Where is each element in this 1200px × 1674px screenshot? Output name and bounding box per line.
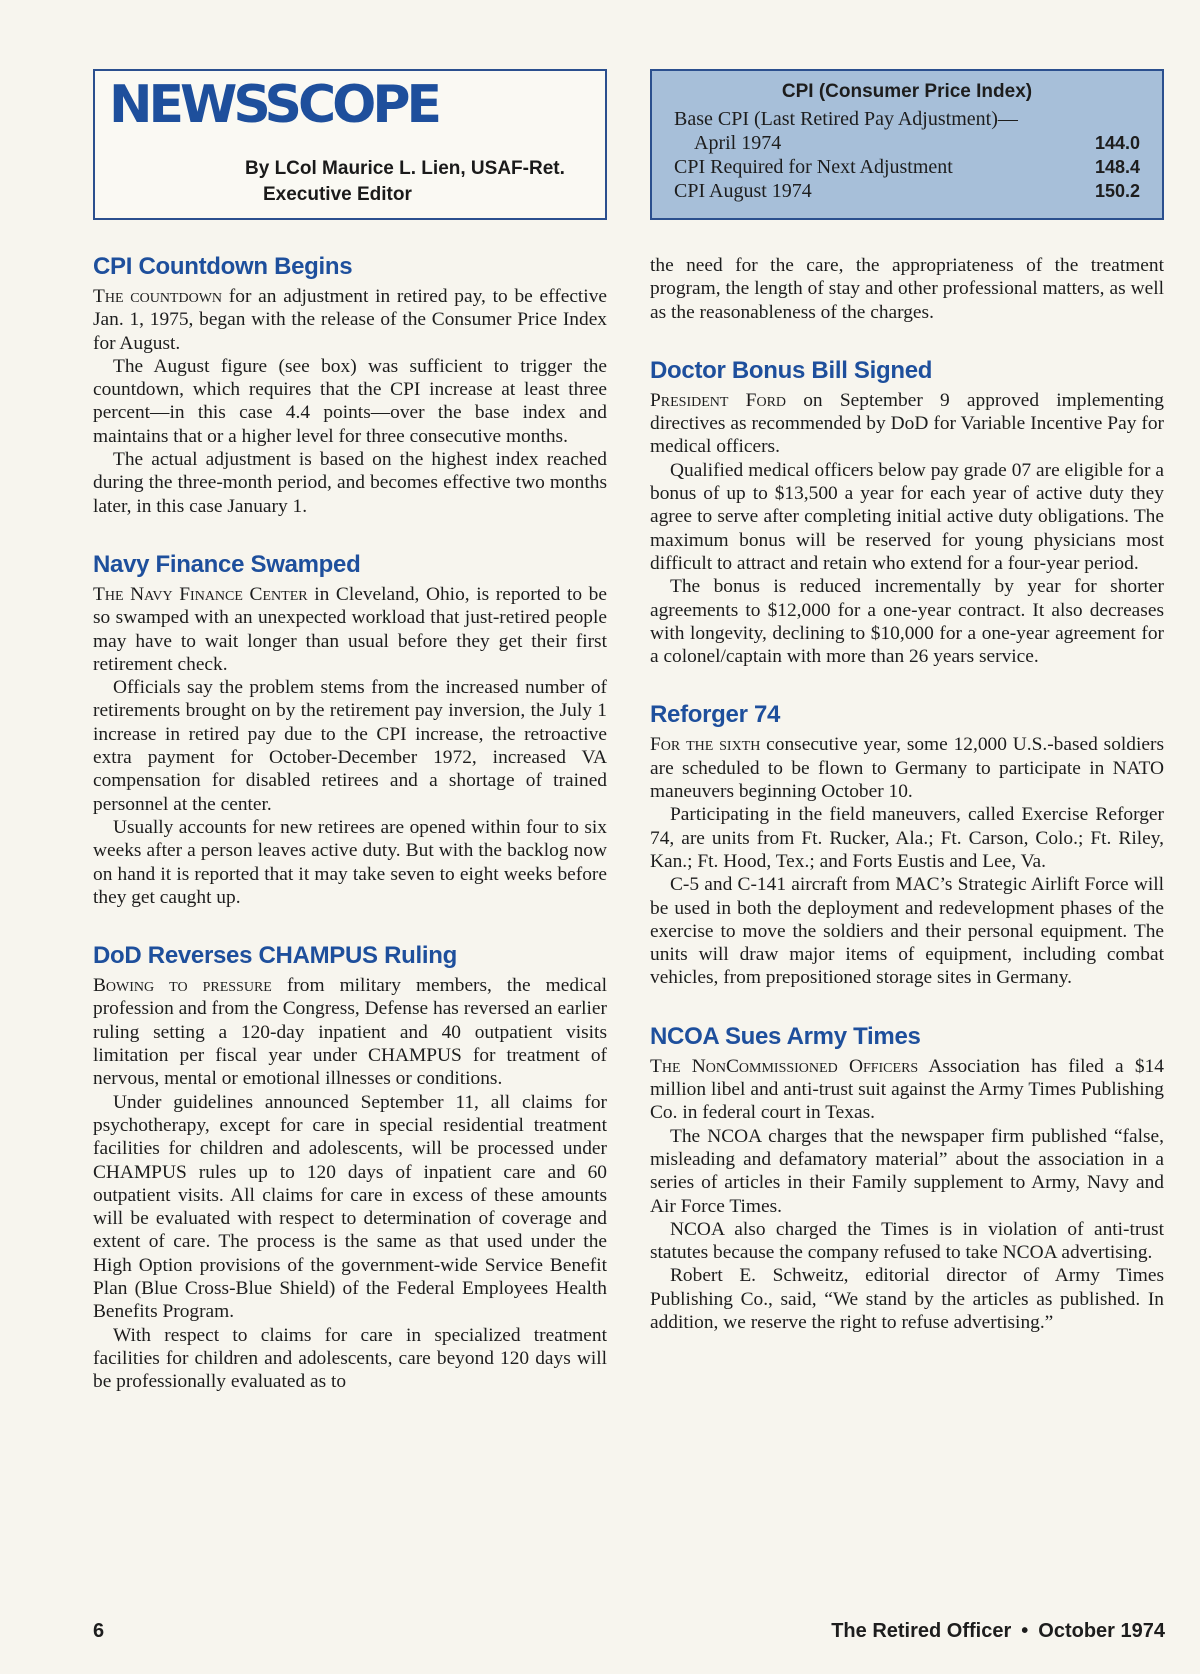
article-paragraph: With respect to claims for care in specialized treatment facilities for children and adolescents, care beyond 120 days will be professionally evaluated as to <box>93 1324 607 1393</box>
article-paragraph <box>93 974 607 1090</box>
article-cpi-countdown <box>93 252 607 518</box>
cpi-row-required <box>674 155 1140 179</box>
publication-name: The Retired Officer <box>831 1620 1012 1642</box>
cpi-row-label: Base CPI (Last Retired Pay Adjustment)— <box>674 108 1018 130</box>
article-paragraph <box>650 733 1164 803</box>
article-heading: Doctor Bonus Bill Signed <box>650 356 933 384</box>
article-paragraph: The bonus is reduced incrementally by year for shorter agreements to $12,000 for a one-year contract. It also decreases with longevity, declining to $10,000 for a one-year agreement for a colonel/captain with more than 26 years service. <box>650 576 1164 668</box>
paragraph-text: in Cleveland, Ohio, is reported to be so swamped with an unexpected workload that just-retired people may have to wait longer than usual before they get their first retirement check. <box>93 583 607 675</box>
cpi-row-april <box>674 131 1140 155</box>
paragraph-text: from military members, the medical profession and from the Congress, Defense has reversed an earlier ruling setting a 120-day inpatient and 40 outpatient visits limitation per fiscal year under CHAMPUS for treatment of nervous, mental or emotional illnesses or conditions. <box>93 975 607 1090</box>
paragraph-text: consecutive year, some 12,000 U.S.-based soldiers are scheduled to be flown to Germany to participate in NATO maneuvers beginning October 10. <box>650 734 1164 803</box>
cpi-row-value: 148.4 <box>1094 157 1140 177</box>
newsscope-header-box <box>93 69 607 220</box>
article-paragraph: The NCOA charges that the newspaper firm published “false, misleading and defamatory material” about the association in a series of articles in their Family supplement to Army, Navy and Air Force Times. <box>650 1125 1164 1217</box>
article-heading: NCOA Sues Army Times <box>650 1022 921 1050</box>
page-number: 6 <box>93 1620 105 1642</box>
article-heading: CPI Countdown Begins <box>93 253 353 280</box>
article-paragraph <box>93 583 607 676</box>
article-paragraph <box>650 389 1164 459</box>
article-paragraph: the need for the care, the appropriateness of the treatment program, the length of stay and other professional matters, as well as the reasonableness of the charges. <box>650 255 1164 323</box>
article-paragraph: Robert E. Schweitz, editorial director of Army Times Publishing Co., said, “We stand by the articles as published. In addition, we reserve the right to refuse advertising.” <box>650 1265 1164 1333</box>
publication-footer <box>831 1620 1165 1643</box>
newsscope-title: NEWSSCOPE <box>109 75 438 135</box>
byline-author: By LCol Maurice L. Lien, USAF-Ret. <box>245 158 565 179</box>
cpi-row-label: CPI Required for Next Adjustment <box>674 156 953 178</box>
article-reforger <box>650 700 1164 989</box>
article-heading: Reforger 74 <box>650 701 781 729</box>
lead-in: President Ford <box>650 389 787 411</box>
publication-date: October 1974 <box>1038 1620 1165 1642</box>
article-navy-finance <box>93 550 607 909</box>
article-ncoa <box>650 1022 1164 1335</box>
cpi-row-value: 150.2 <box>1094 181 1140 201</box>
byline-role: Executive Editor <box>263 184 412 205</box>
article-paragraph: The actual adjustment is based on the highest index reached during the three-month period, and becomes effective two months later, in this case January 1. <box>93 449 607 517</box>
cpi-row-august <box>674 179 1140 203</box>
lead-in: For the sixth <box>650 734 761 756</box>
cpi-row-value: 144.0 <box>1094 133 1140 153</box>
article-dod-continued <box>650 254 1164 324</box>
article-paragraph: C-5 and C-141 aircraft from MAC’s Strategic Airlift Force will be used in both the deployment and redevelopment phases of the exercise to move the soldiers and their personal equipment. The units will draw major items of equipment, including combat vehicles, from prepositioned storage sites in Germany. <box>650 874 1164 989</box>
left-column <box>93 252 607 1425</box>
article-heading: Navy Finance Swamped <box>93 550 361 578</box>
article-paragraph: Officials say the problem stems from the increased number of retirements brought on by the retirement pay inversion, the July 1 increase in retired pay due to the CPI increase, the retroactive extra payment for October-December 1972, increased VA compensation for disabled retirees and a shortage of trained personnel at the center. <box>93 677 607 815</box>
paragraph-text: Association has filed a $14 million libel and anti-trust suit against the Army Times Publishing Co. in federal court in Texas. <box>650 1055 1164 1124</box>
paragraph-text: on September 9 approved implementing directives as recommended by DoD for Variable Incentive Pay for medical officers. <box>650 389 1164 458</box>
lead-in: The countdown <box>93 286 223 307</box>
cpi-row-label: CPI August 1974 <box>674 180 812 202</box>
article-paragraph: Under guidelines announced September 11, all claims for psychotherapy, except for care in special residential treatment facilities for children and adolescents, will be processed under CHAMPUS rules up to 120 days of inpatient care and 60 outpatient visits. All claims for care in excess of these amounts will be evaluated with respect to determination of coverage and extent of care. The process is the same as that used under the High Option provisions of the government-wide Service Benefit Plan (Blue Cross-Blue Shield) of the Federal Employees Health Benefits Program. <box>93 1091 607 1323</box>
article-paragraph: Usually accounts for new retirees are opened within four to six weeks after a person leaves active duty. But with the backlog now on hand it is reported that it may take seven to eight weeks before they get caught up. <box>93 816 607 908</box>
article-paragraph: Qualified medical officers below pay grade 07 are eligible for a bonus of up to $13,500 a year for each year of active duty they agree to serve after completing initial active duty obligations. The maximum bonus will be reserved for young physicians most difficult to attract and retain who extend for a four-year period. <box>650 459 1164 574</box>
article-paragraph <box>650 1055 1164 1125</box>
byline <box>245 156 565 208</box>
article-paragraph: The August figure (see box) was sufficient to trigger the countdown, which requires that the CPI increase at least three percent—in this case 4.4 points—over the base index and maintains that or a higher level for three consecutive months. <box>93 355 607 447</box>
cpi-row-label: April 1974 <box>694 132 782 154</box>
article-heading: DoD Reverses CHAMPUS Ruling <box>93 942 457 970</box>
article-paragraph: NCOA also charged the Times is in violation of anti-trust statutes because the company refused to take NCOA advertising. <box>650 1218 1164 1264</box>
cpi-box-title: CPI (Consumer Price Index) <box>781 81 1033 102</box>
article-paragraph: Participating in the field maneuvers, called Exercise Reforger 74, are units from Ft. Rucker, Ala.; Ft. Carson, Colo.; Ft. Riley, Kan.; Ft. Hood, Tex.; and Forts Eustis and Lee, Va. <box>650 804 1164 872</box>
article-paragraph <box>93 285 607 355</box>
right-column <box>650 254 1164 1366</box>
lead-in: The Navy Finance Center <box>93 583 308 605</box>
cpi-box <box>650 69 1164 220</box>
footer-separator: • <box>1021 1620 1029 1642</box>
cpi-row-base <box>674 107 1140 131</box>
lead-in: Bowing to pressure <box>93 975 272 997</box>
lead-in: The NonCommissioned Officers <box>650 1055 919 1077</box>
article-doctor-bonus <box>650 356 1164 669</box>
article-dod-champus <box>93 941 607 1393</box>
paragraph-text: for an adjustment in retired pay, to be effective Jan. 1, 1975, began with the release of the Consumer Price Index for August. <box>93 286 607 354</box>
